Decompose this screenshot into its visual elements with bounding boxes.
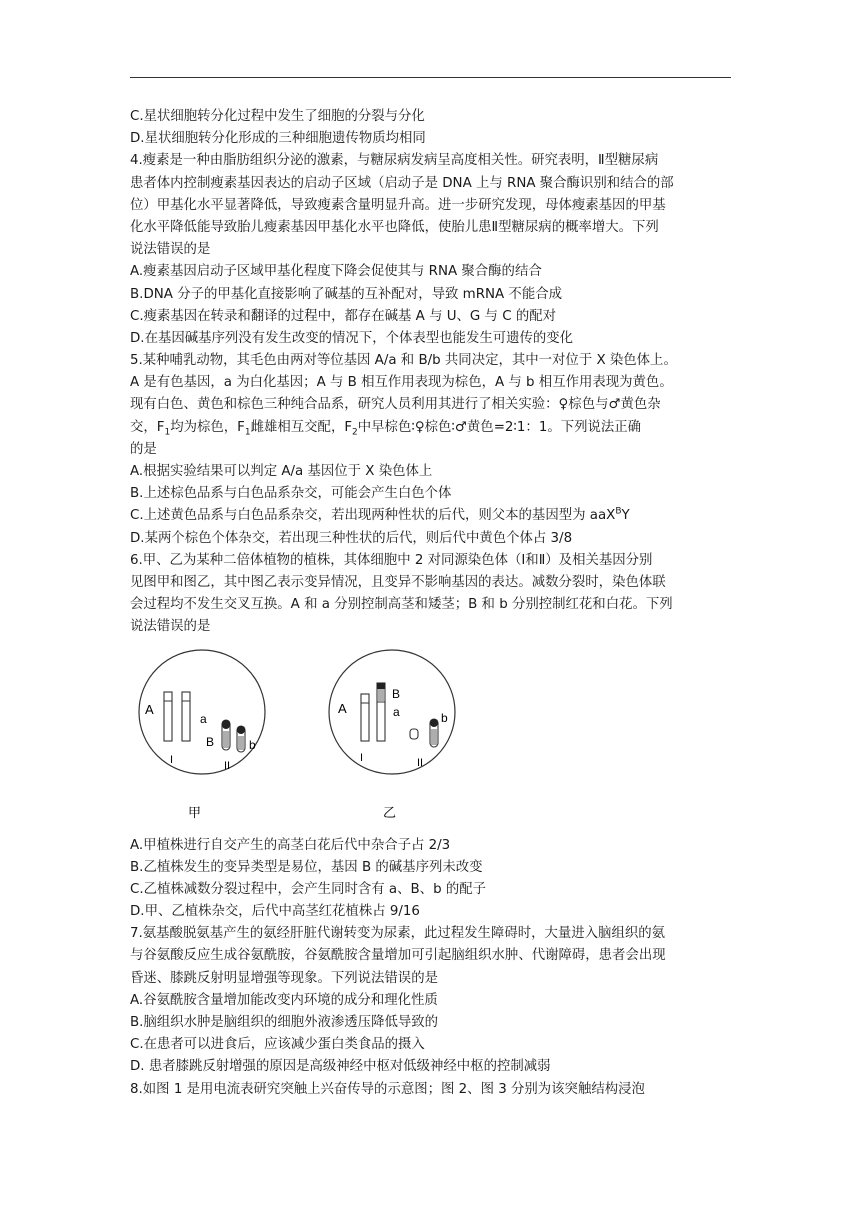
text-line: 说法错误的是 [130, 619, 211, 635]
question6-text [130, 528, 735, 639]
label-b: b [249, 737, 256, 752]
question5-options [130, 439, 735, 506]
label-II: II [224, 759, 231, 772]
text-line: A.瘦素基因启动子区域甲基化程度下降会促使其与 RNA 聚合酶的结合 [130, 264, 542, 280]
label-I: I [170, 753, 174, 766]
chromosome-I-left [361, 694, 369, 741]
caption-yi: 乙 [383, 805, 397, 821]
label-B: B [206, 734, 215, 749]
text-line: 昏迷、膝跳反射明显增强等现象。下列说法错误的是 [130, 970, 438, 986]
text-line: D.甲、乙植株杂交，后代中高茎红花植株占 9/16 [130, 904, 420, 920]
text-line: D. 患者膝跳反射增强的原因是高级神经中枢对低级神经中枢的控制减弱 [130, 1059, 551, 1075]
label-a: a [200, 711, 207, 726]
text-line: 5.某种哺乳动物，其毛色由两对等位基因 A/a 和 B/b 共同决定，其中一对位于 X 染色体上。 [130, 353, 677, 369]
label-A: A [145, 701, 154, 717]
text-line: 6.甲、乙为某种二倍体植物的植株，其体细胞中 2 对同源染色体（Ⅰ和Ⅱ）及相关基因分别 [130, 552, 653, 568]
text-line: B.乙植株发生的变异类型是易位，基因 B 的碱基序列未改变 [130, 859, 483, 875]
text-line: B.DNA 分子的甲基化直接影响了碱基的互补配对，导致 mRNA 不能合成 [130, 286, 562, 302]
text-line: C.瘦素基因在转录和翻译的过程中，都存在碱基 A 与 U、G 与 C 的配对 [130, 308, 556, 324]
text-line: A 是有色基因，a 为白化基因；A 与 B 相互作用表现为棕色，A 与 b 相互作用表现为黄色。 [130, 375, 673, 391]
document-body [130, 106, 735, 1101]
text-line: 现有白色、黄色和棕色三种纯合品系，研究人员利用其进行了相关实验：♀棕色与♂黄色杂 [130, 397, 661, 413]
chromosome-I-right [182, 692, 190, 741]
text-line: C.星状细胞转分化过程中发生了细胞的分裂与分化 [130, 109, 425, 124]
label-B: B [392, 686, 401, 701]
cell-jia [139, 650, 265, 821]
text-line: 位）甲基化水平显著降低，导致瘦素含量明显升高。进一步研究发现，母体瘦素基因的甲基 [130, 197, 666, 213]
q5-f-line: 交，$F_1$均为棕色，$F_1$雌雄相互交配，$F_2$中早棕色∶♀棕色∶♂黄色=2∶1：1。下列说法正确 [130, 419, 642, 438]
label-a: a [393, 704, 400, 719]
text-line: 说法错误的是 [130, 242, 211, 258]
text-line: 的是 [130, 441, 157, 457]
chromosome-diagram [130, 641, 490, 827]
text-line: 7.氨基酸脱氨基产生的氨经肝脏代谢转变为尿素，此过程发生障碍时，大量进入脑组织的氨 [130, 926, 666, 942]
q5-option-c: C.上述黄色品系与白色品系杂交，若出现两种性状的后代，则父本的基因型为 aaX$^B$Y [130, 506, 630, 524]
text-line: A.根据实验结果可以判定 A/a 基因位于 X 染色体上 [130, 464, 433, 479]
chromosome-I-left [164, 692, 172, 741]
text-line: C.在患者可以进食后，应该减少蛋白类食品的摄入 [130, 1037, 425, 1053]
text-line: D.某两个棕色个体杂交，若出现三种性状的后代，则后代中黄色个体占 3/8 [130, 530, 573, 546]
header-rule [130, 77, 731, 78]
text-line: 见图甲和图乙，其中图乙表示变异情况，且变异不影响基因的表达。减数分裂时，染色体联 [130, 574, 666, 590]
chromosome-figure [130, 641, 735, 827]
caption-jia: 甲 [188, 805, 202, 821]
label-II: II [417, 756, 424, 769]
text-line: D.星状细胞转分化形成的三种细胞遗传物质均相同 [130, 131, 426, 147]
text-line: 4.瘦素是一种由脂肪组织分泌的激素，与糖尿病发病呈高度相关性。研究表明，Ⅱ型糖尿病 [130, 153, 659, 169]
question-text-bottom [130, 835, 735, 1101]
cell-yi [329, 650, 455, 821]
chromosome-II-left-short [410, 729, 418, 739]
text-line: A.谷氨酰胺含量增加能改变内环境的成分和理化性质 [130, 992, 438, 1008]
text-line: 患者体内控制瘦素基因表达的启动子区域（启动子是 DNA 上与 RNA 聚合酶识别和结合的部 [130, 175, 674, 191]
text-line: D.在基因碱基序列没有发生改变的情况下，个体表型也能发生可遗传的变化 [130, 330, 574, 346]
text-line: C.乙植株减数分裂过程中，会产生同时含有 a、B、b 的配子 [130, 881, 486, 897]
question-text-top [130, 106, 735, 417]
text-line: 8.如图 1 是用电流表研究突触上兴奋传导的示意图；图 2、图 3 分别为该突触结构浸泡 [130, 1081, 645, 1097]
text-line: 与谷氨酸反应生成谷氨酰胺，谷氨酰胺含量增加可引起脑组织水肿、代谢障碍，患者会出现 [130, 948, 666, 964]
text-line: 化水平降低能导致胎儿瘦素基因甲基化水平也降低，使胎儿患Ⅱ型糖尿病的概率增大。下列 [130, 219, 659, 235]
text-line: B.上述棕色品系与白色品系杂交，可能会产生白色个体 [130, 486, 452, 502]
label-b: b [441, 710, 448, 725]
text-line: A.甲植株进行自交产生的高茎白花后代中杂合子占 2/3 [130, 837, 451, 853]
text-line: B.脑组织水肿是脑组织的细胞外液渗透压降低导致的 [130, 1015, 439, 1030]
label-I: I [360, 751, 364, 764]
label-A: A [338, 700, 347, 716]
text-line: 会过程均不发生交叉互换。A 和 a 分别控制高茎和矮茎；B 和 b 分别控制红花和白花。下列 [130, 597, 673, 613]
